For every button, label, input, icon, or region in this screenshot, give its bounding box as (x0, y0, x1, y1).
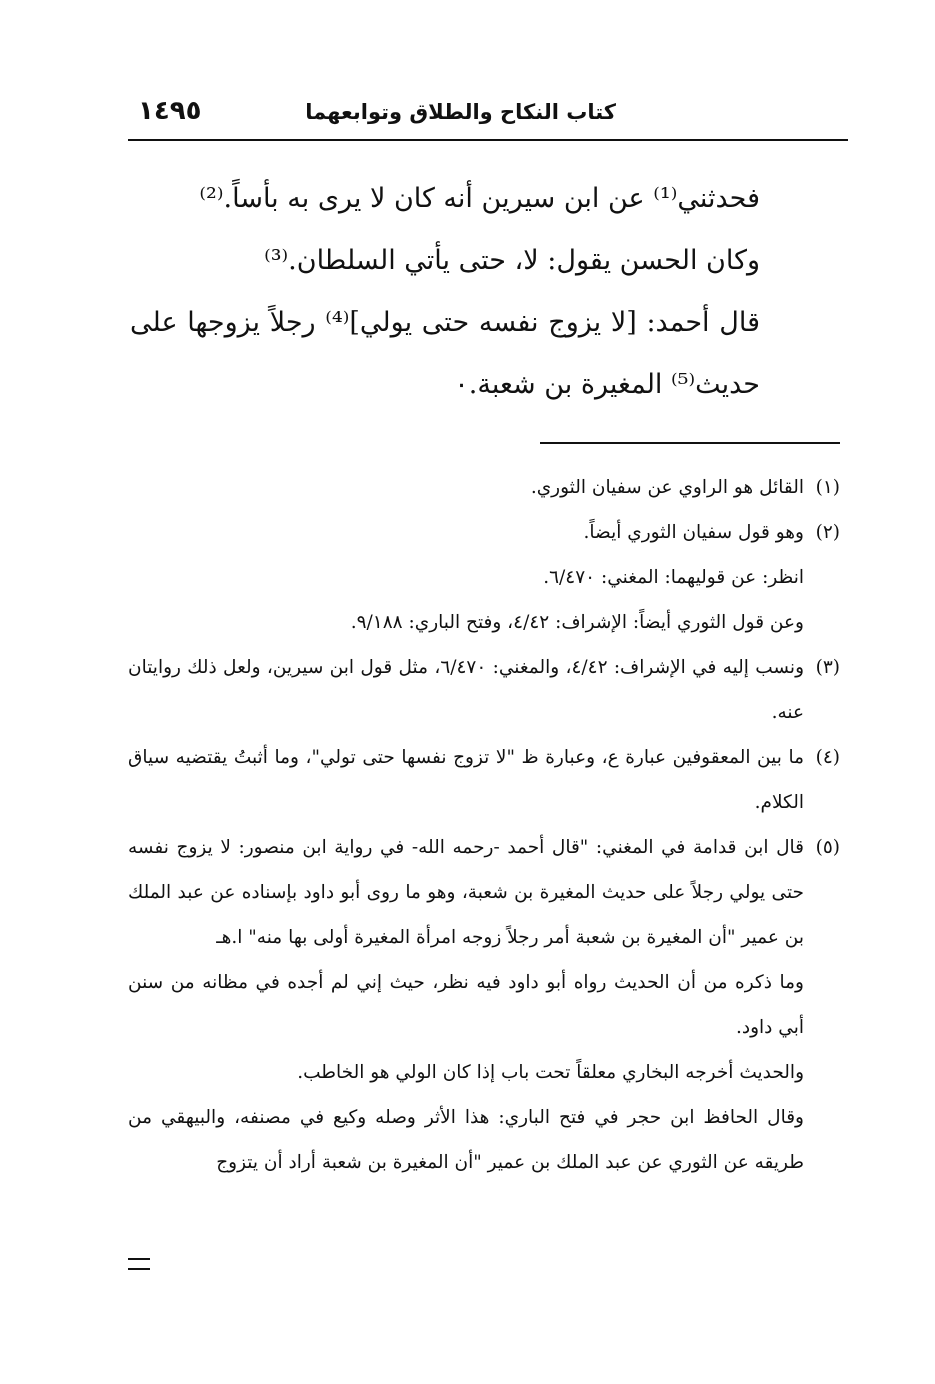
page-number: ١٤٩٥ (138, 96, 202, 126)
footnote-4 (128, 735, 840, 825)
footnote-3 (128, 645, 840, 735)
header-title: كتاب النكاح والطلاق وتوابعهما (305, 100, 616, 124)
footnote-continuation: وعن قول الثوري أيضاً: الإشراف: ٤/٤٢، وفتح الباري: ٩/١٨٨. (350, 612, 804, 633)
footnote-number: (٥) (815, 837, 840, 858)
footnote-text: ونسب إليه في الإشراف: ٤/٤٢، والمغني: ٦/٤٧٠، مثل قول ابن سيرين، ولعل ذلك روايتان عنه. (128, 657, 805, 723)
footnote-number: (٢) (815, 522, 840, 543)
footnote-continuation: انظر: عن قوليهما: المغني: ٦/٤٧٠. (543, 567, 804, 588)
footnote-number: (٤) (815, 747, 840, 768)
footnote-continuation: وما ذكره من أن الحديث رواه أبو داود فيه نظر، حيث إني لم أجده في مظانه من سنن أبي داود. (128, 972, 804, 1038)
footnote-text: القائل هو الراوي عن سفيان الثوري. (530, 477, 804, 498)
footnote-text: وهو قول سفيان الثوري أيضاً. (583, 522, 804, 543)
main-paragraph: قال أحمد: [لا يزوج نفسه حتى يولي]⁽⁴⁾ رجلاً يزوجها على حديث⁽⁵⁾ المغيرة بن شعبة.٠ (130, 307, 760, 400)
main-paragraph: وكان الحسن يقول: لا، حتى يأتي السلطان.⁽³⁾ (264, 245, 760, 276)
footnote-1 (128, 465, 840, 510)
footnote-5 (128, 825, 840, 960)
footnotes (128, 465, 840, 1185)
footnote-2 (128, 510, 840, 555)
continuation-mark (128, 1258, 150, 1270)
footnote-text: ما بين المعقوفين عبارة ع، وعبارة ظ "لا تزوج نفسها حتى تولي"، وما أثبتُ يقتضيه سياق الكلام. (128, 747, 804, 813)
header-rule (128, 139, 848, 141)
footnote-text: قال ابن قدامة في المغني: "قال أحمد -رحمه الله- في رواية ابن منصور: لا يزوج نفسه حتى يولي رجلاً على حديث المغيرة بن شعبة، وهو ما روى أبو داود بإسناده عن عبد الملك بن عمير "أن المغيرة بن شعبة أمر رجلاً زوجه امرأة المغيرة أولى بها منه" ا.هـ (128, 837, 804, 948)
footnote-number: (١) (815, 477, 840, 498)
footnote-continuation: والحديث أخرجه البخاري معلقاً تحت باب إذا كان الولي هو الخاطب. (297, 1062, 804, 1083)
footnote-separator (540, 442, 840, 444)
footnote-number: (٣) (815, 657, 840, 678)
main-text (130, 168, 760, 416)
running-header (128, 92, 848, 132)
main-paragraph: فحدثني⁽¹⁾ عن ابن سيرين أنه كان لا يرى به بأساً.⁽²⁾ (199, 183, 760, 214)
footnote-continuation: وقال الحافظ ابن حجر في فتح الباري: هذا الأثر وصله وكيع في مصنفه، والبيهقي من طريقه عن الثوري عن عبد الملك بن عمير "أن المغيرة بن شعبة أراد أن يتزوج (128, 1107, 804, 1173)
